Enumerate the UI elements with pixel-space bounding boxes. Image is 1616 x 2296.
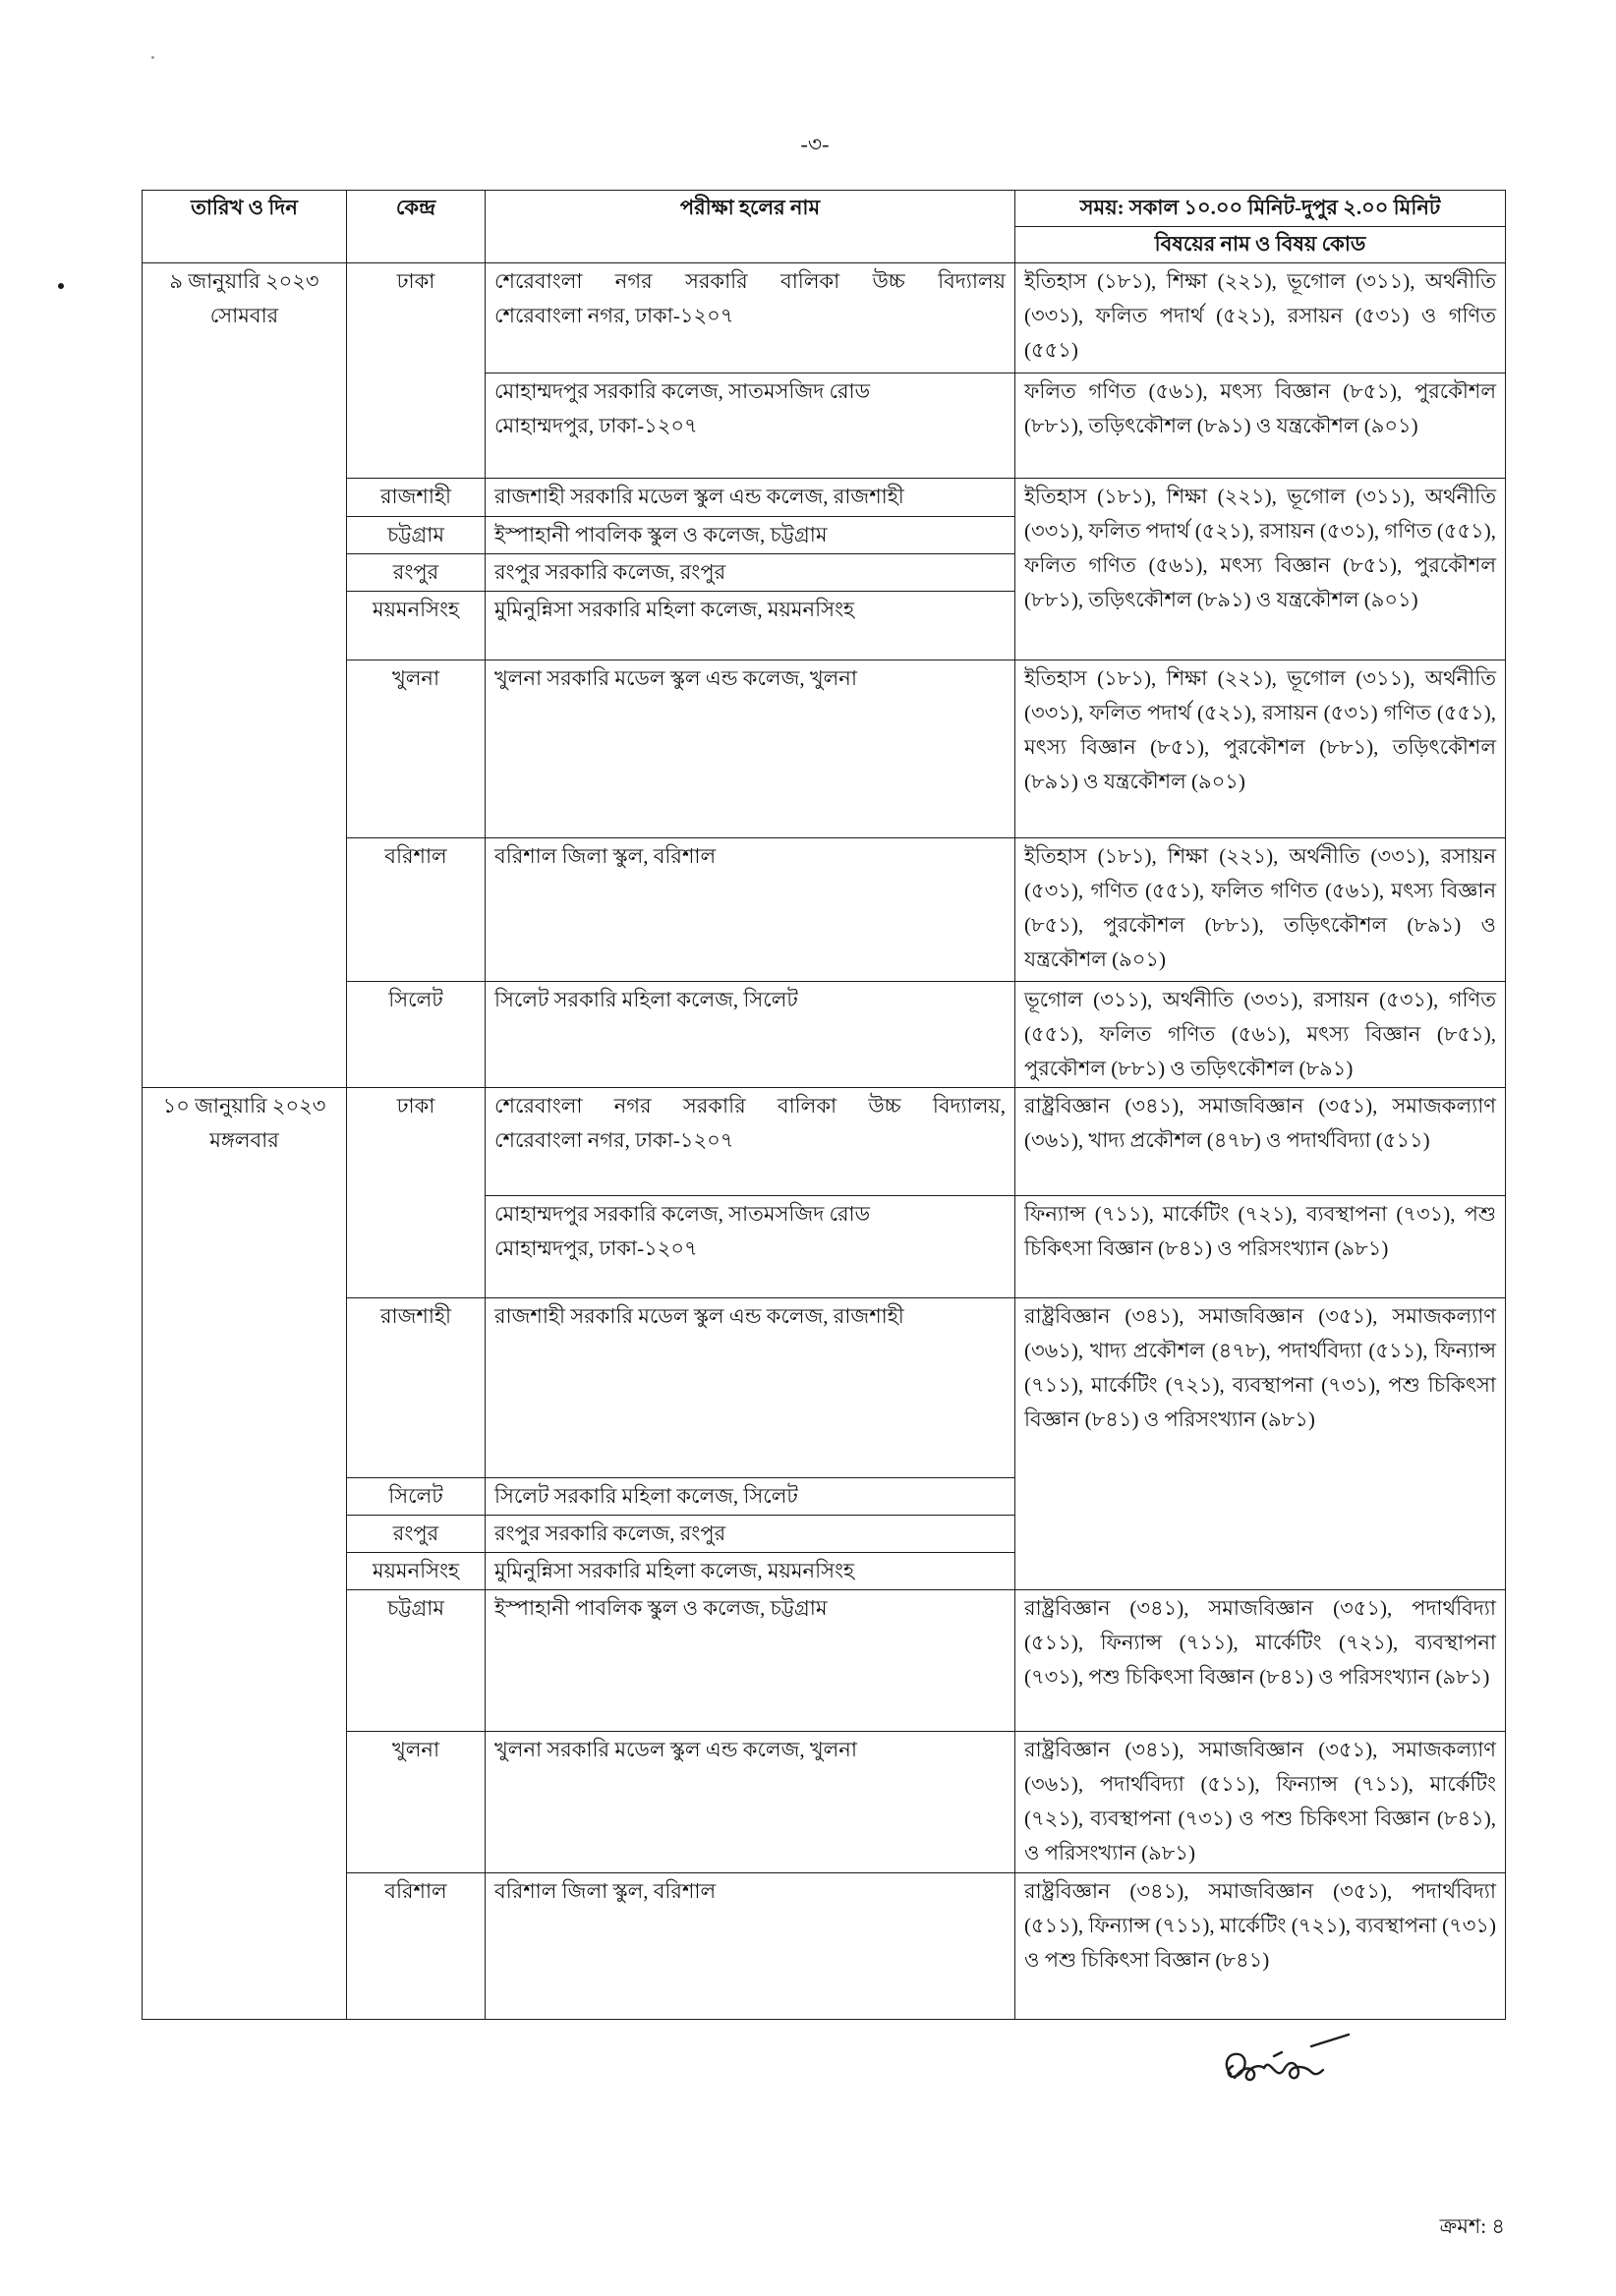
header-date-day: তারিখ ও দিন — [143, 191, 347, 263]
center-cell: রাজশাহী — [347, 1298, 486, 1478]
header-hall: পরীক্ষা হলের নাম — [486, 191, 1015, 263]
hall-cell — [486, 263, 1015, 373]
subjects-cell: ফলিত গণিত (৫৬১), মৎস্য বিজ্ঞান (৮৫১), পুরকৌশল (৮৮১), তড়িৎকৌশল (৮৯১) ও যন্ত্রকৌশল (৯০১) — [1015, 373, 1506, 479]
table-row — [143, 838, 1506, 982]
subjects-cell: রাষ্ট্রবিজ্ঞান (৩৪১), সমাজবিজ্ঞান (৩৫১), সমাজকল্যাণ (৩৬১), খাদ্য প্রকৌশল (৪৭৮) ও পদার্থবিদ্যা (৫১১) — [1015, 1088, 1506, 1196]
center-cell: ঢাকা — [347, 1088, 486, 1298]
hall-address-line: মোহাম্মদপুর, ঢাকা-১২০৭ — [494, 414, 698, 437]
subjects-cell: রাষ্ট্রবিজ্ঞান (৩৪১), সমাজবিজ্ঞান (৩৫১), পদার্থবিদ্যা (৫১১), ফিন্যান্স (৭১১), মার্কেটিং (৭২১), ব্যবস্থাপনা (৭৩১) ও পশু চিকিৎসা বিজ্ঞান (৮৪১) — [1015, 1873, 1506, 2020]
hall-cell: মুমিনুন্নিসা সরকারি মহিলা কলেজ, ময়মনসিংহ — [486, 1553, 1015, 1590]
hall-name-line: শেরেবাংলা নগর সরকারি বালিকা উচ্চ বিদ্যালয় — [494, 269, 1006, 293]
hall-cell: সিলেট সরকারি মহিলা কলেজ, সিলেট — [486, 982, 1015, 1088]
header-row — [143, 191, 1506, 227]
hall-cell: রাজশাহী সরকারি মডেল স্কুল এন্ড কলেজ, রাজশাহী — [486, 1298, 1015, 1478]
center-cell: সিলেট — [347, 1478, 486, 1516]
table-row — [143, 982, 1506, 1088]
hall-cell: মুমিনুন্নিসা সরকারি মহিলা কলেজ, ময়মনসিংহ — [486, 592, 1015, 660]
center-cell: রংপুর — [347, 554, 486, 592]
hall-cell: বরিশাল জিলা স্কুল, বরিশাল — [486, 838, 1015, 982]
center-cell: খুলনা — [347, 1732, 486, 1873]
hall-cell — [486, 1088, 1015, 1196]
hall-address-line: শেরেবাংলা নগর, ঢাকা-১২০৭ — [494, 304, 734, 327]
hall-cell: খুলনা সরকারি মডেল স্কুল এন্ড কলেজ, খুলনা — [486, 660, 1015, 838]
hall-cell: ইস্পাহানী পাবলিক স্কুল ও কলেজ, চট্টগ্রাম — [486, 1590, 1015, 1732]
table-row — [143, 479, 1506, 517]
table-row — [143, 1590, 1506, 1732]
subjects-cell: ফিন্যান্স (৭১১), মার্কেটিং (৭২১), ব্যবস্থাপনা (৭৩১), পশু চিকিৎসা বিজ্ঞান (৮৪১) ও পরিসংখ্যান (৯৮১) — [1015, 1196, 1506, 1298]
hall-cell — [486, 373, 1015, 479]
table-body — [143, 263, 1506, 2020]
table-row — [143, 1298, 1506, 1478]
exam-schedule-table — [142, 190, 1506, 2020]
hall-name-line: মোহাম্মদপুর সরকারি কলেজ, সাতমসজিদ রোড — [494, 379, 871, 403]
table-row — [143, 660, 1506, 838]
subjects-cell: ইতিহাস (১৮১), শিক্ষা (২২১), ভূগোল (৩১১), অর্থনীতি (৩৩১), ফলিত পদার্থ (৫২১), রসায়ন (৫৩১) ও গণিত (৫৫১) — [1015, 263, 1506, 373]
header-time: সময়: সকাল ১০.০০ মিনিট-দুপুর ২.০০ মিনিট — [1015, 191, 1506, 227]
center-cell: রংপুর — [347, 1516, 486, 1553]
center-cell: সিলেট — [347, 982, 486, 1088]
hall-address-line: শেরেবাংলা নগর, ঢাকা-১২০৭ — [494, 1128, 734, 1152]
center-cell: ঢাকা — [347, 263, 486, 479]
hall-cell: রাজশাহী সরকারি মডেল স্কুল এন্ড কলেজ, রাজশাহী — [486, 479, 1015, 517]
hall-cell: সিলেট সরকারি মহিলা কলেজ, সিলেট — [486, 1478, 1015, 1516]
center-cell: ময়মনসিংহ — [347, 592, 486, 660]
subjects-cell: রাষ্ট্রবিজ্ঞান (৩৪১), সমাজবিজ্ঞান (৩৫১), সমাজকল্যাণ (৩৬১), খাদ্য প্রকৌশল (৪৭৮), পদার্থবিদ্যা (৫১১), ফিন্যান্স (৭১১), মার্কেটিং (৭২১), ব্যবস্থাপনা (৭৩১), পশু চিকিৎসা বিজ্ঞান (৮৪১) ও পরিসংখ্যান (৯৮১) — [1015, 1298, 1506, 1590]
table-header — [143, 191, 1506, 263]
subjects-cell: ইতিহাস (১৮১), শিক্ষা (২২১), ভূগোল (৩১১), অর্থনীতি (৩৩১), ফলিত পদার্থ (৫২১), রসায়ন (৫৩১) গণিত (৫৫১), মৎস্য বিজ্ঞান (৮৫১), পুরকৌশল (৮৮১), তড়িৎকৌশল (৮৯১) ও যন্ত্রকৌশল (৯০১) — [1015, 660, 1506, 838]
hall-cell: ইস্পাহানী পাবলিক স্কুল ও কলেজ, চট্টগ্রাম — [486, 517, 1015, 554]
table-row — [143, 1873, 1506, 2020]
hall-cell: বরিশাল জিলা স্কুল, বরিশাল — [486, 1873, 1015, 2020]
hall-name-line: শেরেবাংলা নগর সরকারি বালিকা উচ্চ বিদ্যালয়, — [494, 1094, 1006, 1118]
center-cell: ময়মনসিংহ — [347, 1553, 486, 1590]
date-cell — [143, 1088, 347, 2020]
exam-day: সোমবার — [209, 304, 279, 327]
subjects-cell: ইতিহাস (১৮১), শিক্ষা (২২১), অর্থনীতি (৩৩১), রসায়ন (৫৩১), গণিত (৫৫১), ফলিত গণিত (৫৬১), মৎস্য বিজ্ঞান (৮৫১), পুরকৌশল (৮৮১), তড়িৎকৌশল (৮৯১) ও যন্ত্রকৌশল (৯০১) — [1015, 838, 1506, 982]
center-cell: চট্টগ্রাম — [347, 517, 486, 554]
hall-cell: রংপুর সরকারি কলেজ, রংপুর — [486, 554, 1015, 592]
header-subjects: বিষয়ের নাম ও বিষয় কোড — [1015, 227, 1506, 263]
exam-date: ১০ জানুয়ারি ২০২৩ — [162, 1094, 326, 1118]
exam-date: ৯ জানুয়ারি ২০২৩ — [169, 269, 319, 293]
hall-name-line: মোহাম্মদপুর সরকারি কলেজ, সাতমসজিদ রোড — [494, 1202, 871, 1226]
hall-cell — [486, 1196, 1015, 1298]
scan-speck — [58, 283, 64, 289]
table-row — [143, 263, 1506, 373]
center-cell: বরিশাল — [347, 1873, 486, 2020]
hall-cell: রংপুর সরকারি কলেজ, রংপুর — [486, 1516, 1015, 1553]
scan-speck — [151, 56, 154, 59]
header-center: কেন্দ্র — [347, 191, 486, 263]
center-cell: রাজশাহী — [347, 479, 486, 517]
center-cell: চট্টগ্রাম — [347, 1590, 486, 1732]
table-row — [143, 1088, 1506, 1196]
table-row — [143, 1732, 1506, 1873]
center-cell: খুলনা — [347, 660, 486, 838]
continuation-note: ক্রমশ: ৪ — [1439, 2214, 1505, 2238]
subjects-cell: রাষ্ট্রবিজ্ঞান (৩৪১), সমাজবিজ্ঞান (৩৫১), সমাজকল্যাণ (৩৬১), পদার্থবিদ্যা (৫১১), ফিন্যান্স (৭১১), মার্কেটিং (৭২১), ব্যবস্থাপনা (৭৩১) ও পশু চিকিৎসা বিজ্ঞান (৮৪১), ও পরিসংখ্যান (৯৮১) — [1015, 1732, 1506, 1873]
hall-cell: খুলনা সরকারি মডেল স্কুল এন্ড কলেজ, খুলনা — [486, 1732, 1015, 1873]
date-cell — [143, 263, 347, 1088]
subjects-cell: ইতিহাস (১৮১), শিক্ষা (২২১), ভূগোল (৩১১), অর্থনীতি (৩৩১), ফলিত পদার্থ (৫২১), রসায়ন (৫৩১), গণিত (৫৫১), ফলিত গণিত (৫৬১), মৎস্য বিজ্ঞান (৮৫১), পুরকৌশল (৮৮১), তড়িৎকৌশল (৮৯১) ও যন্ত্রকৌশল (৯০১) — [1015, 479, 1506, 660]
page-number: -৩- — [800, 132, 830, 156]
center-cell: বরিশাল — [347, 838, 486, 982]
hall-address-line: মোহাম্মদপুর, ঢাকা-১২০৭ — [494, 1236, 698, 1260]
subjects-cell: রাষ্ট্রবিজ্ঞান (৩৪১), সমাজবিজ্ঞান (৩৫১), পদার্থবিদ্যা (৫১১), ফিন্যান্স (৭১১), মার্কেটিং (৭২১), ব্যবস্থাপনা (৭৩১), পশু চিকিৎসা বিজ্ঞান (৮৪১) ও পরিসংখ্যান (৯৮১) — [1015, 1590, 1506, 1732]
subjects-cell: ভূগোল (৩১১), অর্থনীতি (৩৩১), রসায়ন (৫৩১), গণিত (৫৫১), ফলিত গণিত (৫৬১), মৎস্য বিজ্ঞান (৮৫১), পুরকৌশল (৮৮১) ও তড়িৎকৌশল (৮৯১) — [1015, 982, 1506, 1088]
exam-day: মঙ্গলবার — [209, 1128, 279, 1152]
signature — [1217, 2027, 1355, 2105]
